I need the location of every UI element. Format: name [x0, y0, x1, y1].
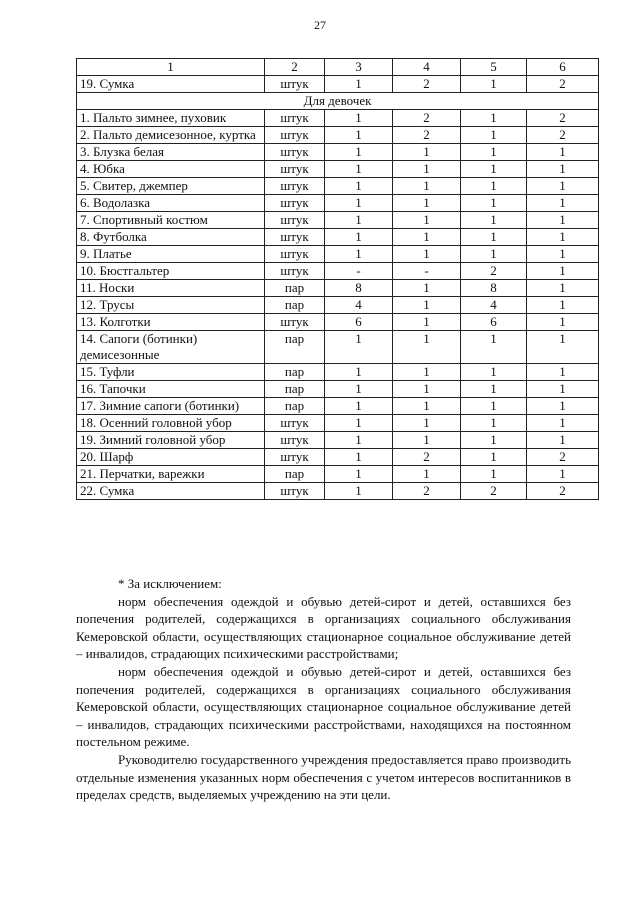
item-name-cell: 16. Тапочки	[77, 381, 265, 398]
quantity-cell: 6	[461, 314, 527, 331]
item-name-cell: 5. Свитер, джемпер	[77, 178, 265, 195]
column-header: 1	[77, 59, 265, 76]
quantity-cell: 1	[325, 144, 393, 161]
table-row	[77, 76, 599, 93]
quantity-cell: 1	[461, 415, 527, 432]
item-name-cell: 15. Туфли	[77, 364, 265, 381]
item-name-cell: 17. Зимние сапоги (ботинки)	[77, 398, 265, 415]
unit-cell: штук	[265, 246, 325, 263]
table-row	[77, 280, 599, 297]
item-name-cell: 19. Зимний головной убор	[77, 432, 265, 449]
item-name-cell: 21. Перчатки, варежки	[77, 466, 265, 483]
table-row	[77, 364, 599, 381]
quantity-cell: 1	[325, 212, 393, 229]
quantity-cell: 1	[461, 432, 527, 449]
quantity-cell: 8	[461, 280, 527, 297]
quantity-cell: 1	[393, 178, 461, 195]
unit-cell: штук	[265, 178, 325, 195]
table-row	[77, 483, 599, 500]
quantity-cell: 1	[527, 364, 599, 381]
unit-cell: штук	[265, 127, 325, 144]
quantity-cell: 6	[325, 314, 393, 331]
table-row	[77, 195, 599, 212]
quantity-cell: 1	[461, 161, 527, 178]
table-row	[77, 144, 599, 161]
footnote-paragraph-2: норм обеспечения одеждой и обувью детей-сирот и детей, оставшихся без попечения родителей, содержащихся в организациях социального обслуживания Кемеровской области, осуществляющих стационарное социальное обслуживание детей – инвалидов, страдающих психическими расстройствами, находящихся на постоянном постельном режиме.	[76, 663, 571, 750]
section-row	[77, 93, 599, 110]
unit-cell: штук	[265, 415, 325, 432]
quantity-cell: 1	[325, 364, 393, 381]
quantity-cell: 2	[393, 449, 461, 466]
item-name-cell: 7. Спортивный костюм	[77, 212, 265, 229]
table-body	[77, 59, 599, 500]
table-row	[77, 466, 599, 483]
quantity-cell: 1	[393, 331, 461, 364]
quantity-cell: 1	[527, 314, 599, 331]
unit-cell: пар	[265, 398, 325, 415]
table-row	[77, 246, 599, 263]
item-name-cell: 12. Трусы	[77, 297, 265, 314]
item-name-cell: 10. Бюстгальтер	[77, 263, 265, 280]
column-header: 3	[325, 59, 393, 76]
quantity-cell: 1	[325, 466, 393, 483]
unit-cell: штук	[265, 144, 325, 161]
unit-cell: штук	[265, 483, 325, 500]
clothing-norms-table	[76, 58, 599, 500]
unit-cell: штук	[265, 229, 325, 246]
unit-cell: пар	[265, 381, 325, 398]
table-row	[77, 161, 599, 178]
item-name-cell: 4. Юбка	[77, 161, 265, 178]
table-row	[77, 415, 599, 432]
quantity-cell: 1	[325, 110, 393, 127]
quantity-cell: 1	[325, 76, 393, 93]
unit-cell: штук	[265, 263, 325, 280]
item-name-cell: 20. Шарф	[77, 449, 265, 466]
quantity-cell: 1	[325, 381, 393, 398]
quantity-cell: 1	[527, 263, 599, 280]
table-row	[77, 110, 599, 127]
quantity-cell: 1	[325, 483, 393, 500]
quantity-cell: 1	[527, 297, 599, 314]
quantity-cell: 1	[325, 161, 393, 178]
unit-cell: штук	[265, 195, 325, 212]
unit-cell: пар	[265, 466, 325, 483]
quantity-cell: 1	[527, 466, 599, 483]
quantity-cell: 1	[393, 297, 461, 314]
column-header: 6	[527, 59, 599, 76]
quantity-cell: 1	[527, 432, 599, 449]
quantity-cell: 1	[393, 398, 461, 415]
unit-cell: пар	[265, 364, 325, 381]
footnote-heading: * За исключением:	[118, 576, 222, 591]
unit-cell: штук	[265, 432, 325, 449]
item-name-cell: 9. Платье	[77, 246, 265, 263]
item-name-cell: 14. Сапоги (ботинки) демисезонные	[77, 331, 265, 364]
item-name-cell: 2. Пальто демисезонное, куртка	[77, 127, 265, 144]
quantity-cell: 1	[393, 246, 461, 263]
table-row	[77, 297, 599, 314]
unit-cell: штук	[265, 314, 325, 331]
quantity-cell: 1	[393, 314, 461, 331]
quantity-cell: 1	[461, 381, 527, 398]
quantity-cell: 1	[461, 178, 527, 195]
quantity-cell: 1	[461, 144, 527, 161]
table-row	[77, 331, 599, 364]
quantity-cell: 2	[461, 263, 527, 280]
quantity-cell: 2	[393, 127, 461, 144]
item-name-cell: 22. Сумка	[77, 483, 265, 500]
quantity-cell: 1	[461, 195, 527, 212]
quantity-cell: 1	[461, 127, 527, 144]
quantity-cell: 2	[527, 449, 599, 466]
quantity-cell: 1	[393, 466, 461, 483]
quantity-cell: 1	[393, 364, 461, 381]
unit-cell: штук	[265, 212, 325, 229]
item-name-cell: 3. Блузка белая	[77, 144, 265, 161]
quantity-cell: 1	[325, 331, 393, 364]
table-row	[77, 398, 599, 415]
column-header: 2	[265, 59, 325, 76]
unit-cell: штук	[265, 449, 325, 466]
quantity-cell: 2	[461, 483, 527, 500]
unit-cell: штук	[265, 76, 325, 93]
quantity-cell: 2	[393, 76, 461, 93]
quantity-cell: 1	[527, 280, 599, 297]
quantity-cell: 1	[461, 398, 527, 415]
quantity-cell: 1	[461, 466, 527, 483]
quantity-cell: 2	[527, 76, 599, 93]
quantity-cell: 1	[325, 127, 393, 144]
quantity-cell: 1	[325, 398, 393, 415]
quantity-cell: 1	[461, 331, 527, 364]
quantity-cell: 2	[527, 483, 599, 500]
quantity-cell: 1	[527, 415, 599, 432]
quantity-cell: 1	[461, 212, 527, 229]
table-row	[77, 314, 599, 331]
quantity-cell: 1	[393, 381, 461, 398]
quantity-cell: 1	[527, 161, 599, 178]
quantity-cell: 2	[527, 127, 599, 144]
table-row	[77, 178, 599, 195]
column-header: 5	[461, 59, 527, 76]
quantity-cell: 1	[325, 246, 393, 263]
footnote-paragraph-3: Руководителю государственного учреждения предоставляется право производить отдельные изменения указанных норм обеспечения с учетом интересов воспитанников в пределах средств, выделяемых учреждению на эти цели.	[76, 751, 571, 803]
section-title: Для девочек	[77, 93, 599, 110]
quantity-cell: 1	[393, 415, 461, 432]
item-name-cell: 18. Осенний головной убор	[77, 415, 265, 432]
column-header: 4	[393, 59, 461, 76]
unit-cell: штук	[265, 110, 325, 127]
quantity-cell: 1	[461, 110, 527, 127]
quantity-cell: 8	[325, 280, 393, 297]
quantity-cell: 1	[527, 212, 599, 229]
quantity-cell: -	[393, 263, 461, 280]
quantity-cell: 1	[325, 195, 393, 212]
table-row	[77, 449, 599, 466]
table-row	[77, 229, 599, 246]
table-row	[77, 127, 599, 144]
item-name-cell: 8. Футболка	[77, 229, 265, 246]
quantity-cell: 1	[527, 178, 599, 195]
quantity-cell: 4	[461, 297, 527, 314]
quantity-cell: 1	[527, 195, 599, 212]
unit-cell: пар	[265, 297, 325, 314]
quantity-cell: 1	[527, 229, 599, 246]
quantity-cell: 1	[393, 161, 461, 178]
quantity-cell: 1	[527, 246, 599, 263]
quantity-cell: 2	[393, 483, 461, 500]
quantity-cell: 1	[461, 246, 527, 263]
quantity-cell: 1	[461, 364, 527, 381]
quantity-cell: 1	[393, 195, 461, 212]
table-row	[77, 263, 599, 280]
item-name-cell: 6. Водолазка	[77, 195, 265, 212]
item-name-cell: 11. Носки	[77, 280, 265, 297]
footnote-paragraph-1: норм обеспечения одеждой и обувью детей-сирот и детей, оставшихся без попечения родителей, содержащихся в организациях социального обслуживания Кемеровской области, осуществляющих стационарное социальное обслуживание детей – инвалидов, страдающих психическими расстройствами;	[76, 593, 571, 662]
quantity-cell: 2	[393, 110, 461, 127]
quantity-cell: 1	[393, 229, 461, 246]
quantity-cell: 1	[393, 432, 461, 449]
quantity-cell: 1	[461, 229, 527, 246]
quantity-cell: 1	[527, 381, 599, 398]
quantity-cell: 1	[527, 398, 599, 415]
page-number: 27	[314, 18, 326, 32]
quantity-cell: 2	[527, 110, 599, 127]
quantity-cell: 1	[461, 76, 527, 93]
item-name-cell: 1. Пальто зимнее, пуховик	[77, 110, 265, 127]
unit-cell: штук	[265, 161, 325, 178]
quantity-cell: -	[325, 263, 393, 280]
quantity-cell: 1	[325, 415, 393, 432]
quantity-cell: 4	[325, 297, 393, 314]
unit-cell: пар	[265, 331, 325, 364]
quantity-cell: 1	[527, 144, 599, 161]
quantity-cell: 1	[461, 449, 527, 466]
quantity-cell: 1	[325, 449, 393, 466]
item-name-cell: 13. Колготки	[77, 314, 265, 331]
footnote-block	[76, 575, 571, 804]
quantity-cell: 1	[325, 229, 393, 246]
quantity-cell: 1	[325, 432, 393, 449]
quantity-cell: 1	[393, 212, 461, 229]
table-row	[77, 381, 599, 398]
table-row	[77, 212, 599, 229]
quantity-cell: 1	[527, 331, 599, 364]
quantity-cell: 1	[393, 144, 461, 161]
quantity-cell: 1	[325, 178, 393, 195]
unit-cell: пар	[265, 280, 325, 297]
item-name-cell: 19. Сумка	[77, 76, 265, 93]
table-header-row	[77, 59, 599, 76]
table-row	[77, 432, 599, 449]
quantity-cell: 1	[393, 280, 461, 297]
